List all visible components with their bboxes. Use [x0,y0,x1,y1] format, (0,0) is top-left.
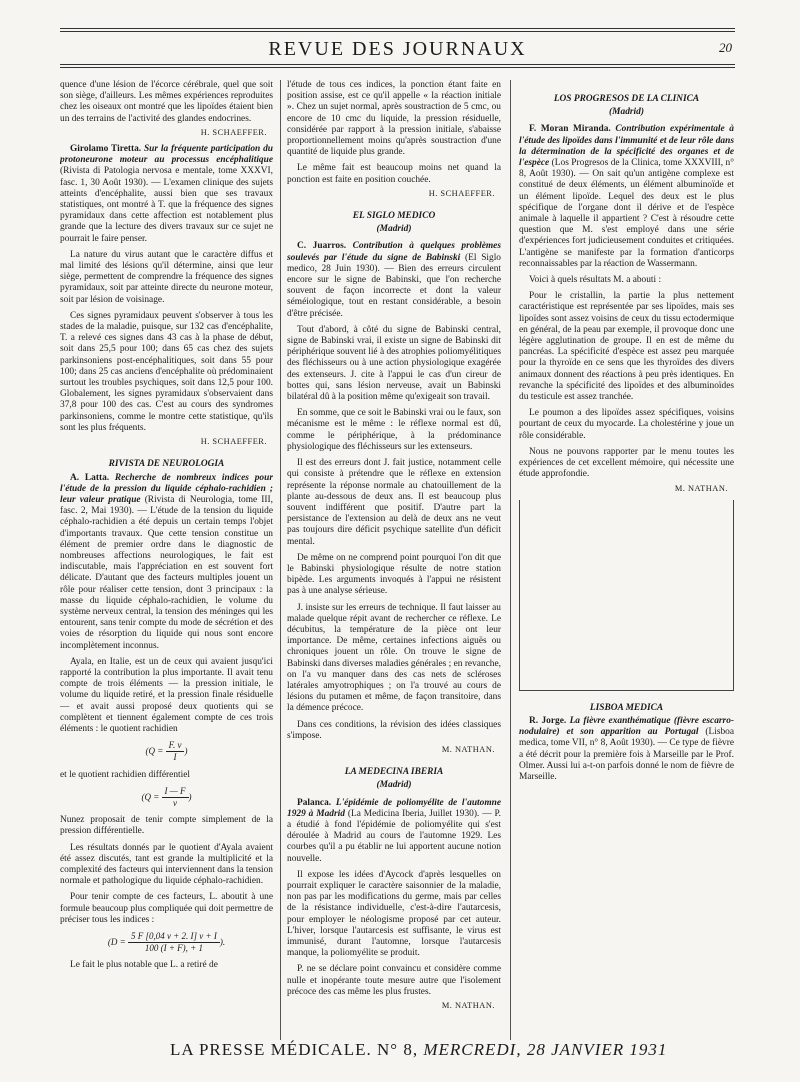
header-rule [60,64,735,65]
article-title: Contribution expérimentale à l'étude des lipoïdes dans l'immunité et de leur rôle dans la détermination de la spécificité des organes et de l'espèce [519,124,734,169]
section-heading: LOS PROGRESOS DE LA CLINICA [553,94,700,104]
signature: H. SCHAEFFER. [200,437,267,447]
article-entry [60,144,273,245]
article-author: Palanca. [297,797,332,808]
section-heading: LA MEDECINA IBERIA [344,767,444,778]
paragraph: Le fait le plus notable que L. a retiré de [70,960,218,971]
paragraph: Voici à quels résultats M. a abouti : [529,275,662,286]
column-3 [519,80,734,1040]
column-2 [287,80,501,1040]
signature: M. NATHAN. [441,1001,495,1011]
article-entry [287,798,501,865]
paragraph: et le quotient rachidien différentiel [60,769,190,780]
paragraph: Les résultats donnés par le quotient d'Ayala avaient été assez discutés, tant est grande la multiplicité et la complexité des facteurs qui interviennent dans la tension normale et pathologique du liquide céphalo-rachidien. [60,842,273,887]
formula: (Q = $\frac{F. v}{I}$ ) [145,740,188,763]
article-source: (Rivista di Neurologia, tome III, fasc. 2, Mai 1930). — L'étude de la tension du liquide céphalo-rachidien a été depuis un certain temps l'objet d'importants travaux. Que cette tension constitue un élément de premier ordre dans le diagnostic de nombreuses affections neurologiques, le fait est indiscutable, mais l'appréciation en est souvent fort délicate. D'autant que des facteurs multiples jouent un rôle pour réaliser cette tension, dont 3 principaux : la masse du liquide céphalo-rachidien, le volume du système nerveux central, la tension des méninges qui les entourent, sans tenir compte du mode de sécrétion et des voies de résorption du liquide qui nous sont encore incomplètement inconnus. [60,494,273,651]
paragraph: quence d'une lésion de l'écorce cérébrale, quel que soit son siège, d'ailleurs. Les mêmes expériences reproduites chez les oiseaux ont montré que les lipoïdes étaient bien un des terrains de l'activité des glandes endocrines. [60,80,273,124]
article-entry [287,241,501,319]
signature: H. SCHAEFFER. [200,127,267,137]
top-rule-2 [60,31,735,32]
article-author: R. Jorge. [529,715,567,726]
formula: (D = $\frac{5 F [0,04 v + 2. I] v + I}{100 (I + F), + 1}$ ). [107,931,226,954]
paragraph: Il est des erreurs dont J. fait justice, notamment celle qui consiste à prétendre que le réflexe en extension représente la réponse normale au chatouillement de la plante au-dessous de deux ans. Il est beaucoup plus souvent indifférent que positif. D'autre part la persistance de l'extension au delà de deux ans ne veut pas toujours dire déficit psychique satellite d'un déficit mental. [287,458,501,547]
article-title: La fièvre exanthématique (fièvre escarro-nodulaire) et son apparition au Portugal [519,715,734,738]
article-source: (El Siglo medico, 28 Juin 1930). — Bien des erreurs circulent encore sur le signe de Babinski, que l'on recherche souvent de façon incorrecte et dont la valeur séméiologique, tout en restant considérable, a besoin d'être précisée. [287,252,501,319]
article-source: (Los Progresos de la Clinica, tome XXXVIII, n° 8, Août 1930). — On sait qu'un antigène complexe est constitué de deux éléments, un élément albuminoïde et un élément lipoïde. Lequel des deux est le plus spécifique de l'organe dont il dérive et de l'espèce animale à laquelle il appartient ? C'est à résoudre cette question que M. s'est employé dans une série d'expériences fort judicieusement conduites et critiquées. L'antigène se manifeste par la formation d'anticorps reconnaissables par la réaction de Wassermann. [519,158,734,269]
paragraph: Ayala, en Italie, est un de ceux qui avaient jusqu'ici rapporté la contribution la plus importante. Il avait tenu compte de trois éléments — la pression initiale, le volume du liquide retiré, et la pression finale résiduelle — et avait aussi proposé deux quotients qui se complètent et tiennent également compte de ces trois éléments : le quotient rachidien [60,656,273,734]
paragraph: Le poumon a des lipoïdes assez spécifiques, voisins pourtant de ceux du myocarde. La cholestérine y joue un rôle considérable. [519,408,734,441]
section-subheading: (Madrid) [376,224,412,235]
column-divider [510,80,511,1040]
column-1 [60,80,273,1040]
section-subheading: (Madrid) [376,780,412,791]
article-author: F. Moran Miranda. [529,124,611,135]
paragraph: De même on ne comprend point pourquoi l'on dit que le Babinski physiologique résulte de notre station bipède. Les arguments invoqués à l'appui ne résistent pas à une analyse sérieuse. [287,552,501,597]
page-number: 20 [719,40,732,55]
article-entry [519,716,734,783]
page-header-title: REVUE DES JOURNAUX [268,38,527,60]
article-entry [60,473,273,652]
paragraph: Il expose les idées d'Aycock d'après lesquelles on pourrait expliquer le caractère saisonnier de la maladie, non pas par les modifications du germe, mais par celles de la résistance individuelle, c'est-à-dire l'autarcesis, pour employer le néologisme proposé par cet auteur. L'hiver, lorsque l'autarcesis est suffisante, le virus est immunisé, durant l'automne, lorsque l'autarcesis manque, la poliomyélite se produit. [287,869,501,959]
formula: (Q = $\frac{I — F}{v}$ ) [141,785,192,808]
article-source: (Lisboa medica, tome VII, n° 8, Août 1930). — Ce type de fièvre a été décrit pour la première fois à Marseille par le Prof. Olmer. Aussi lui a-t-on parfois donné le nom de fièvre de Marseille. [519,727,734,782]
section-heading: EL SIGLO MEDICO [352,211,436,222]
signature: M. NATHAN. [441,744,495,754]
footer-journal: LA PRESSE MÉDICALE. N° 8, [170,1040,419,1059]
paragraph: l'étude de tous ces indices, la ponction étant faite en position assise, est ce qu'il appelle « la réaction initiale ». Chez un sujet normal, après soustraction de 5 cmc, ou encore de 10 cmc du liquide, la pression résiduelle, considérée par rapport à la pression initiale, s'abaisse proportionnellement moins qu'après soustraction d'une quantité de liquide plus grande. [287,80,501,158]
article-source: (La Medicina Iberia, Juillet 1930). — P. a étudié à fond l'épidémie de poliomyélite qui s'est déroulée à Madrid au cours de l'automne 1929. Les courbes qu'il a pu établir ne lui apportent aucune notion nouvelle. [287,808,501,864]
column-divider [280,80,281,1040]
paragraph: Ces signes pyramidaux peuvent s'observer à tous les stades de la maladie, puisque, sur 132 cas d'encéphalite, T. a relevé ces signes dans 43 cas à la phase de début, soit dans 25,5 pour 100; dans 65 cas chez des sujets parkinsoniens post-encéphalitiques, soit dans 55 pour 100; dans 25 cas anciens d'encéphalite où prédominaient surtout les troubles psychiques, soit dans 12,5 pour 100. Globalement, les signes pyramidaux s'observaient dans 37,8 pour 100 des cas. C'est au cours des syndromes parkinsoniens, comme le montre cette statistique, qu'ils sont les plus fréquents. [60,310,273,433]
top-rule [60,28,735,29]
article-author: Girolamo Tiretta. [70,144,142,155]
article-title: Recherche de nombreux indices pour l'étude de la pression du liquide céphalo-rachidien ; leur valeur pratique [60,472,273,505]
footer-date: MERCREDI, 28 JANVIER 1931 [423,1040,668,1059]
paragraph: Tout d'abord, à côté du signe de Babinski central, signe de Babinski vrai, il existe un signe de Babinski dit périphérique souvent lié à des atrophies poliomyélitiques des fléchisseurs ou à une action physiologique exagérée des extenseurs. J. cite à l'appui le cas d'un cireur de bottes qui, sans lésion nerveuse, avait un Babinski bilatéral dû à la position même qu'exigeait son travail. [287,324,501,403]
page-footer [170,1040,667,1060]
paragraph: En somme, que ce soit le Babinski vrai ou le faux, son mécanisme est le même : le réflexe normal est dû, comme le périphérique, à la prédominance physiologique des fléchisseurs sur les extenseurs. [287,408,501,452]
signature: M. NATHAN. [674,483,728,493]
paragraph: Pour le cristallin, la partie la plus nettement caractéristique est représentée par ses lipoïdes, mais ses lipoïdes sont assez voisins de ceux du tissu ectodermique en général, de la peau par exemple, il provoque donc une légère agglutination de groupe. Il en est de même du pancréas. La spécificité d'espèce est assez peu marquée pour la thyroïde en ce sens que les thyroïdes des divers animaux donnent des réactions à peu près identiques. En revanche la spécificité des lipoïdes et des albuminoïdes du testicule est assez tranchée. [519,291,734,403]
article-source: (Rivista di Patologia nervosa e mentale, tome XXXVI, fasc. 1, 30 Août 1930). — L'examen clinique des sujets atteints d'encéphalite, aussi bien que ses travaux statistiques, ont montré à T. que la fréquence des signes pyramidaux dans cette affection est notablement plus grande que la lecture des divers travaux sur ce sujet ne pourrait le faire penser. [60,166,273,244]
paragraph: J. insiste sur les erreurs de technique. Il faut laisser au malade quelque répit avant de rechercher ce réflexe. Le décubitus, la température de la pièce ont leur importance. De même, certaines infections aiguës ou chroniques jouent un rôle. On trouve le signe de Babinski dans diverses maladies générales ; en revanche, on l'a vu manquer dans des cas nets de scléroses latérales amyotrophiques ; on l'a trouvé au cours de lésions du putamen et même, de façon transitoire, dans la démence précoce. [287,602,501,714]
paragraph: Le même fait est beaucoup moins net quand la ponction est faite en position couchée. [287,163,501,185]
header-rule-2 [60,67,735,68]
paragraph: P. ne se déclare point convaincu et considère comme nulle et inopérante toute mesure autre que l'isolement précoce des cas même les plus frustes. [287,964,501,997]
paragraph: La nature du virus autant que le caractère diffus et mal limité des lésions qu'il détermine, ainsi que leur siège, permettent de comprendre la fréquence des signes pyramidaux, soit par atteinte directe du neurone moteur, soit par lésion de voisinage. [60,249,273,305]
paragraph: Nous ne pouvons rapporter par le menu toutes les expériences de cet excellent mémoire, qui nécessite une étude approfondie. [519,446,734,480]
blank-space [519,500,734,691]
article-title: Contribution à quelques problèmes soulevés par l'étude du signe de Babinski [287,241,501,263]
article-title: Sur la fréquente participation du protoneurone moteur au processus encéphalitique [60,144,273,166]
paragraph: Pour tenir compte de ces facteurs, L. aboutit à une formule beaucoup plus compliquée qui doit permettre de préciser tous les indices : [60,892,273,925]
paragraph: Nunez proposait de tenir compte simplement de la pression différentielle. [60,815,273,837]
article-entry [519,124,734,270]
article-author: A. Latta. [70,472,110,483]
section-heading: LISBOA MEDICA [589,702,664,713]
signature: H. SCHAEFFER. [428,188,495,198]
section-subheading: (Madrid) [609,107,644,118]
article-author: C. Juarros. [297,241,347,252]
article-title: L'épidémie de poliomyélite de l'automne 1929 à Madrid [287,797,501,819]
paragraph: Dans ces conditions, la révision des idées classiques s'impose. [287,719,501,741]
section-heading: RIVISTA DE NEUROLOGIA [108,459,225,470]
